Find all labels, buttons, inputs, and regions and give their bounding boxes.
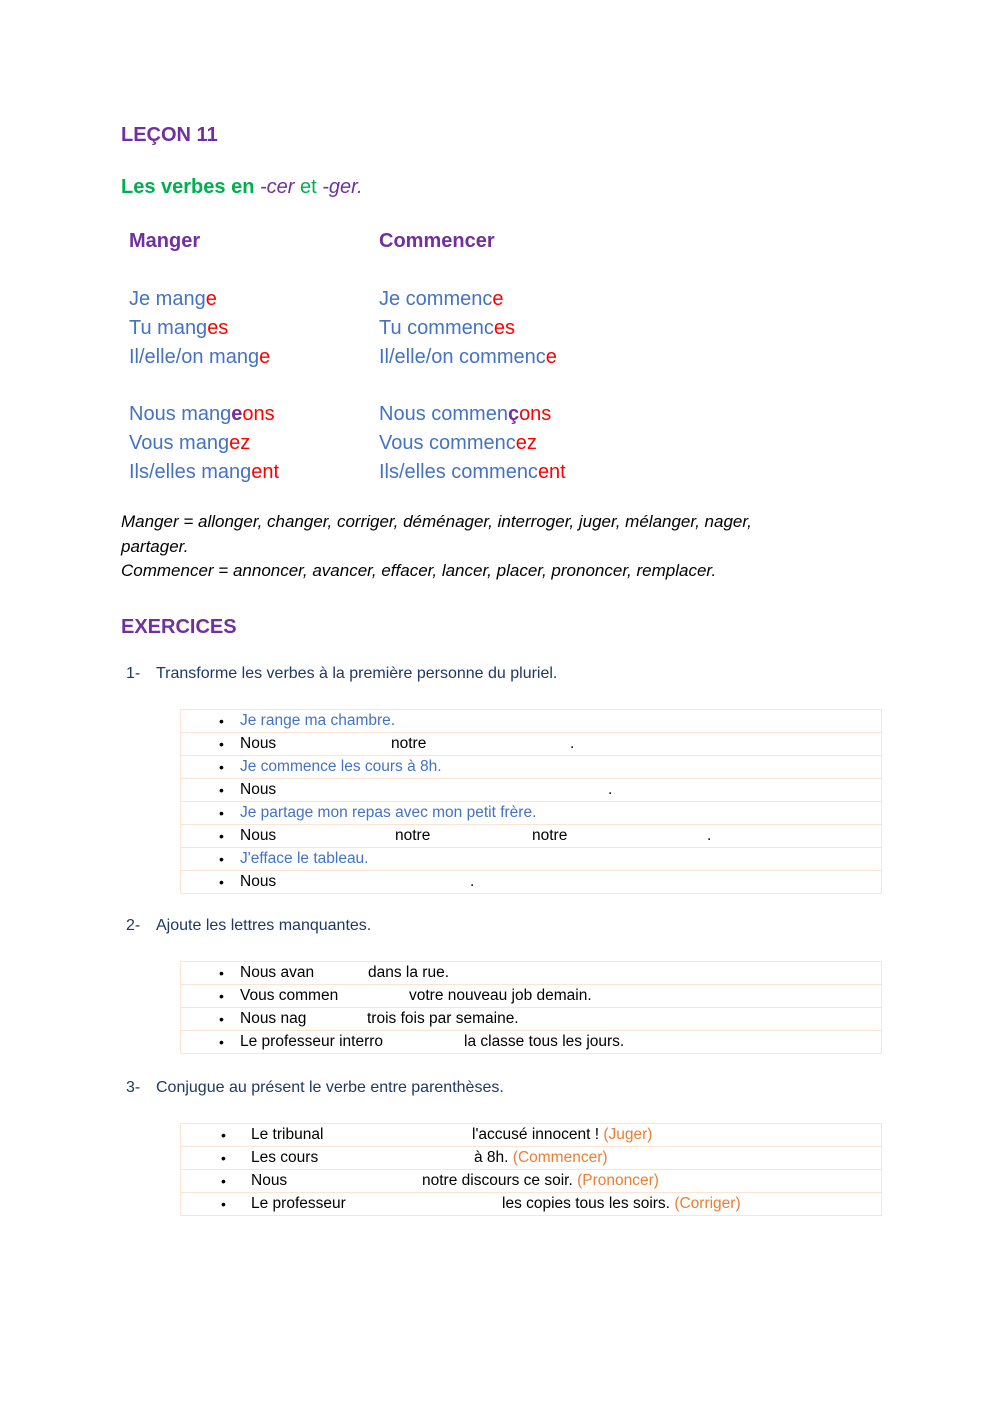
subtitle-lead: Les verbes en [121,176,260,198]
bullet: • [219,1034,224,1050]
heading-manger: Manger [129,230,201,252]
subtitle [121,176,363,199]
bullet: • [219,713,224,729]
bullet: • [221,1127,226,1143]
note-commencer: Commencer = annoncer, avancer, effacer, lancer, placer, prononcer, remplacer. [121,561,717,580]
table-row: • Nous notre . [181,733,881,756]
conj-line: Vous mangez [129,432,251,454]
table-row: • Le professeur interro la classe tous les jours. [181,1031,881,1053]
subtitle-suffix-cer: -cer [259,176,295,198]
exercise-3-instruction [126,1079,504,1097]
manger-singular [129,285,270,372]
instruction-text: Transforme les verbes à la première personne du pluriel. [156,665,558,682]
conj-line: Nous mangeons [129,403,275,425]
conj-line: Tu manges [129,317,229,339]
exercise-3-box [180,1123,882,1216]
exercise-2-box [180,961,882,1054]
bullet: • [219,805,224,821]
exercise-1-box [180,709,882,894]
commencer-singular [379,285,557,372]
exercises-title: EXERCICES [121,616,237,638]
bullet: • [219,874,224,890]
manger-plural [129,400,279,487]
table-row: • Nous notre discours ce soir. (Prononcer) [181,1170,881,1193]
subtitle-suffix-ger: -ger. [322,176,363,198]
instruction-text: Conjugue au présent le verbe entre parenthèses. [156,1079,504,1096]
table-row: • J'efface le tableau. [181,848,881,871]
table-row: • Je commence les cours à 8h. [181,756,881,779]
bullet: • [219,965,224,981]
bullet: • [221,1196,226,1212]
conj-line: Il/elle/on mange [129,346,271,368]
table-row: • Les cours à 8h. (Commencer) [181,1147,881,1170]
table-row: • Je range ma chambre. [181,710,881,733]
table-row: • Le professeur les copies tous les soirs. (Corriger) [181,1193,881,1215]
lesson-title: LEÇON 11 [121,124,218,146]
bullet: • [221,1150,226,1166]
table-row: • Vous commen votre nouveau job demain. [181,985,881,1008]
bullet: • [219,759,224,775]
table-row: • Nous nag trois fois par semaine. [181,1008,881,1031]
bullet: • [219,851,224,867]
note-manger-line1: Manger = allonger, changer, corriger, déménager, interroger, juger, mélanger, nager, [121,512,752,531]
bullet: • [219,828,224,844]
instruction-text: Ajoute les lettres manquantes. [156,917,372,934]
bullet: • [219,988,224,1004]
exercise-1-instruction [126,665,557,683]
commencer-plural [379,400,566,487]
conj-line: Nous commençons [379,403,552,425]
exercise-number: 1- [126,665,141,682]
conj-line: Tu commences [379,317,515,339]
conj-line: Je mange [129,288,217,310]
table-row: • Nous notre notre . [181,825,881,848]
conj-line: Je commence [379,288,504,310]
table-row: • Nous . [181,779,881,802]
conj-line: Ils/elles commencent [379,461,566,483]
conj-line: Vous commencez [379,432,537,454]
table-row: • Je partage mon repas avec mon petit frère. [181,802,881,825]
table-row: • Le tribunal l'accusé innocent ! (Juger) [181,1124,881,1147]
table-row: • Nous . [181,871,881,893]
heading-commencer: Commencer [379,230,495,252]
bullet: • [221,1173,226,1189]
bullet: • [219,782,224,798]
bullet: • [219,736,224,752]
subtitle-mid: et [294,176,323,198]
conj-line: Ils/elles mangent [129,461,280,483]
exercise-number: 2- [126,917,141,934]
bullet: • [219,1011,224,1027]
exercise-number: 3- [126,1079,141,1096]
conj-line: Il/elle/on commence [379,346,557,368]
exercise-2-instruction [126,917,371,935]
note-manger-line2: partager. [121,537,189,556]
table-row: • Nous avan dans la rue. [181,962,881,985]
